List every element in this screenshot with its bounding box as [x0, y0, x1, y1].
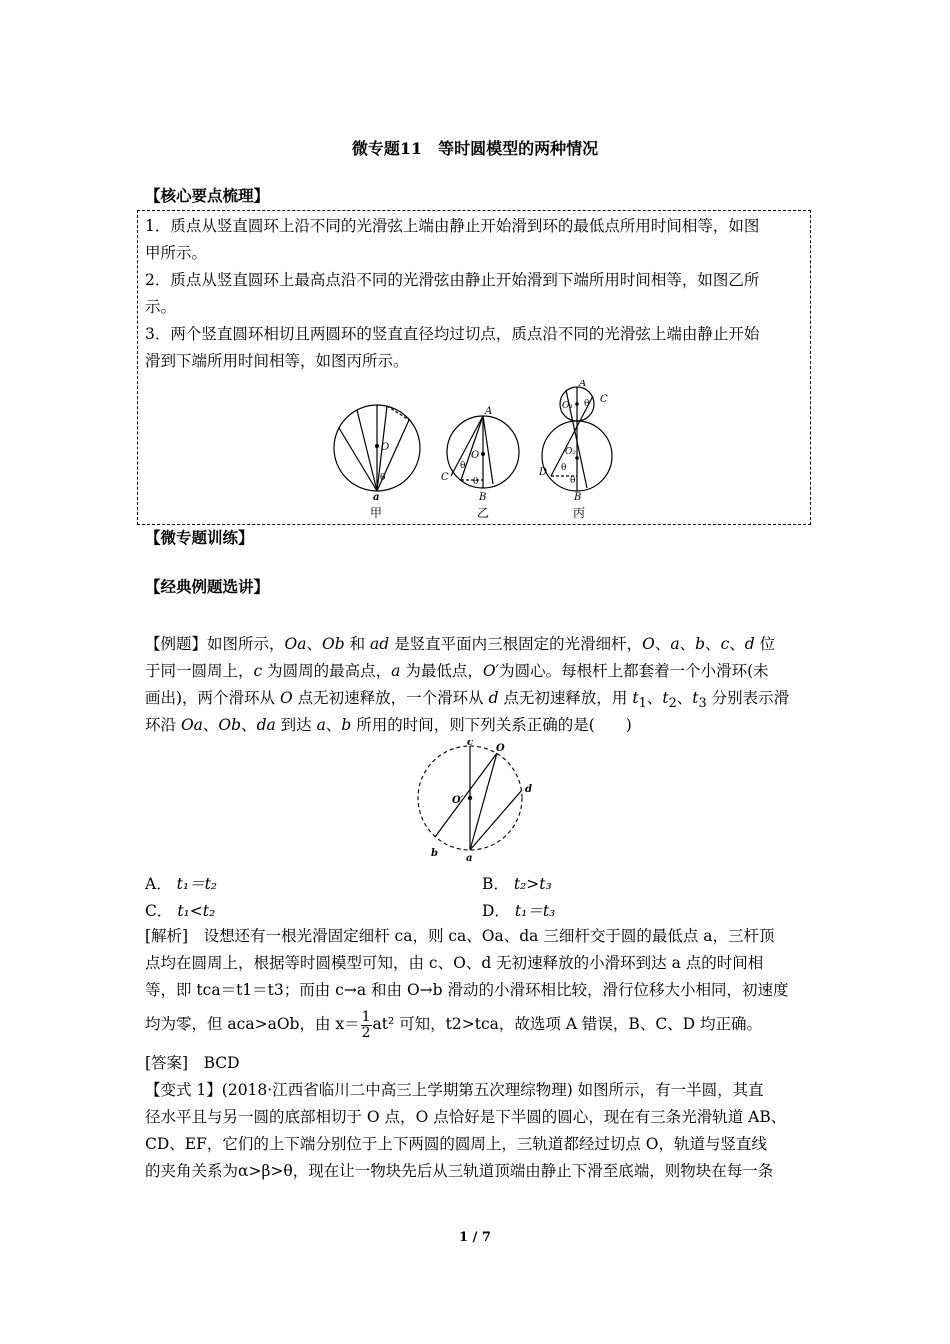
circle-label-c: c [467, 740, 474, 748]
analysis-line-2: 点均在圆周上，根据等时圆模型可知，由 c、O、d 无初速释放的小滑环到达 a 点的时间相 [145, 954, 764, 972]
circle-label-O: O [496, 743, 505, 754]
example-circle-figure [410, 740, 550, 865]
variant-line-3: CD、EF，它们的上下端分别位于上下两圆的圆周上，三轨道都经过切点 O，轨道与竖直线 [145, 1135, 767, 1153]
yi-label-theta2: θ [473, 477, 479, 487]
bing-label-C: C [600, 394, 608, 405]
bing-label-theta1: θ [584, 399, 590, 409]
option-d: D． t₁＝t₃ [482, 902, 556, 920]
option-c: C． t₁<t₂ [145, 902, 216, 920]
section-classic: 【经典例题选讲】 [145, 577, 270, 596]
bing-label-O2: O₂ [565, 447, 576, 457]
core-line-5: 3．两个竖直圆环相切且两圆环的竖直直径均过切点，质点沿不同的光滑弦上端由静止开始 [145, 325, 760, 343]
jia-label-theta: θ [380, 473, 386, 483]
yi-label-theta1: θ [460, 461, 466, 471]
yi-label-B: B [479, 492, 487, 503]
bing-label-theta2: θ [561, 463, 567, 473]
page-title: 微专题11 等时圆模型的两种情况 [351, 139, 599, 158]
equal-time-circles-figure [325, 380, 645, 520]
variant-line-4: 的夹角关系为α>β>θ，现在让一物块先后从三轨道顶端由静止下滑至底端，则物块在每一条 [145, 1162, 774, 1180]
bing-label-O1: O₁ [562, 401, 573, 411]
option-b: B． t₂>t₃ [482, 875, 552, 893]
example-line-4: 环沿 Oa、Ob、da 到达 a、b 所用的时间，则下列关系正确的是( ) [145, 716, 632, 734]
circle-label-b: b [431, 848, 438, 859]
analysis-line-1: [解析] 设想还有一根光滑固定细杆 ca，则 ca、Oa、da 三细杆交于圆的最低点 a，三杆顶 [145, 927, 775, 945]
yi-label-C: C [441, 472, 449, 483]
label-yi: 乙 [477, 506, 490, 520]
yi-label-A: A [485, 406, 493, 417]
circle-label-a: a [466, 853, 473, 864]
label-bing: 丙 [573, 506, 586, 520]
page-number: 1 / 7 [459, 1230, 491, 1245]
core-line-4: 示。 [145, 298, 177, 316]
analysis-line-3: 等，即 tca＝t1＝t3；而由 c→a 和由 O→b 滑动的小滑环相比较，滑行位移大小相同，初速度 [145, 981, 789, 999]
analysis-line-4: 均为零，但 aca>aOb，由 x＝ $\frac{1}{2}$ at² 可知，t2>tca，故选项 A 错误，B、C、D 均正确。 [145, 1008, 763, 1041]
variant-line-2: 径水平且与另一圆的底部相切于 O 点，O 点恰好是下半圆的圆心，现在有三条光滑轨道 AB、 [145, 1108, 787, 1126]
option-a: A． t₁＝t₂ [145, 875, 218, 893]
example-line-3: 画出)，两个滑环从 O 点无初速释放，一个滑环从 d 点无初速释放，用 $t_1$、$t_2$、$t_3$ 分别表示滑 [145, 689, 790, 712]
jia-label-O: O [381, 442, 390, 453]
core-line-2: 甲所示。 [145, 244, 208, 262]
section-training: 【微专题训练】 [145, 528, 254, 547]
example-line-1: 【例题】如图所示，Oa、Ob 和 ad 是竖直平面内三根固定的光滑细杆，O、a、b、c、d 位 [145, 635, 776, 653]
fraction-half: $\frac{1}{2}$ [361, 1008, 371, 1041]
bing-label-theta3: θ [570, 476, 576, 486]
bing-label-D: D [539, 467, 548, 478]
bing-label-A: A [579, 380, 587, 389]
yi-label-O: O [471, 450, 480, 461]
bing-label-B: B [574, 492, 582, 503]
core-line-1: 1．质点从竖直圆环上沿不同的光滑弦上端由静止开始滑到环的最低点所用时间相等，如图 [145, 217, 760, 235]
jia-label-a: a [373, 492, 380, 503]
circle-label-d: d [525, 784, 532, 795]
example-line-2: 于同一圆周上，c 为圆周的最高点，a 为最低点，O′为圆心。每根杆上都套着一个小滑环(未 [145, 662, 769, 680]
core-line-6: 滑到下端所用时间相等，如图丙所示。 [145, 352, 409, 370]
answer-line: [答案] BCD [145, 1054, 240, 1072]
variant-line-1: 【变式 1】(2018·江西省临川二中高三上学期第五次理综物理) 如图所示，有一半圆，其直 [145, 1081, 764, 1099]
circle-label-Oprime: O′ [452, 795, 464, 806]
core-line-3: 2．质点从竖直圆环上最高点沿不同的光滑弦由静止开始滑到下端所用时间相等，如图乙所 [145, 271, 760, 289]
section-core-heading: 【核心要点梳理】 [145, 186, 270, 205]
label-jia: 甲 [370, 506, 383, 520]
